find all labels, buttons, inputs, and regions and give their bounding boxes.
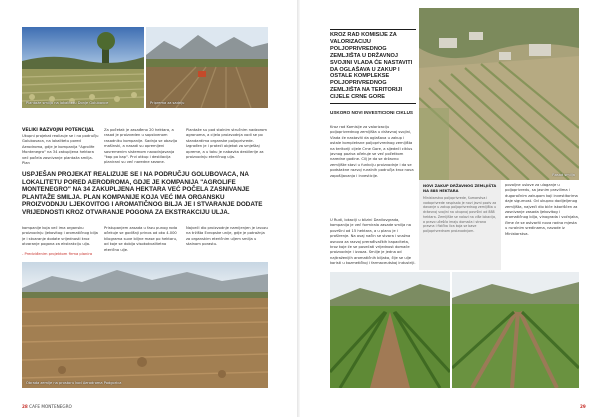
quote-rule-top [330, 29, 416, 30]
smilje-plantation-image [22, 27, 144, 108]
text-column-6: Najveći dio proizvodnje namijenjen je izvozu na tržišta Evropske unije, gdje je potražnja za organskim eteričnim uljem smilja u stalnom porastu. [186, 226, 268, 247]
text-column-4: kompanije koja već ima organsku proizvodnju ljekovitog i aromatičnog bilja je i stvaranje dodate vrijednosti kroz otvaranje pogona za ekstrakciju ulja. [22, 226, 98, 247]
subheading-investment: USKORO NOVI INVESTICIONI CIKLUS [330, 110, 413, 115]
photo-soil-preparation [22, 262, 268, 388]
aerial-plantation-image [419, 8, 579, 180]
photo-aerial-plantation [419, 8, 579, 180]
page-number-value: 29 [580, 404, 586, 409]
info-box-title: NOVI ZAKUP DRŽAVNOG ZEMLJIŠTA NA 888 HEKTARA [423, 184, 497, 193]
text-column-1: Ukupni projekat realizuje se i na području Golubovaca, na lokalitetu pored Aerodroma, gdje je kompanija "Agrolife Montenegro" na 34 zakupljena hektara već počela zasnivanje plantaža smilja. Plan [22, 134, 99, 166]
text-column-main-2: U Rudi, lokaciji u blizini Danilovgrada, kompanija je već formirala zasade smilja na površini od 15 hektara, a u planu je i proširenje. Na ovaj način se stvara i snažna osnova za razvoj prerađivačkih kapaciteta, kroz koje će se povećati vrijednost domaće proizvodnje i izvoza. Smilje je jedna od najtraženijih aromatičnih biljaka, čije se ulje koristi u kozmetičkoj i farmaceutskoj industriji. [330, 218, 416, 266]
planting-preparation-image [146, 27, 268, 108]
text-column-3: Plantaže su pod stalnim stručnim nadzorom agronoma, a cijela proizvodnja vodi se po standardima organske poljoprivrede. Izgrađen je i prateći objekat za smještaj opreme, a u toku je nabavka destilerije za proizvodnju eteričnog ulja. [186, 128, 268, 160]
text-column-2: Za početak je zasađeno 20 hektara, a rasad je proizveden u sopstvenom rasadniku kompanije. Sadnja se obavlja mašinski, a nasadi su opremljeni savremenim sistemom navodnjavanja "kap po kap". Prvi otkup i destilacija planirani su već naredne sezone. [104, 128, 178, 165]
photo-vineyard-left [330, 272, 450, 388]
photo-caption: Plantaže smilja na lokalitetu Donje Golubovce [26, 100, 109, 105]
page-number-value: 28 [22, 404, 28, 409]
photo-planting-preparation [146, 27, 268, 108]
vineyard-left-image [330, 272, 450, 388]
red-note: - Predviđenim projektom firma planira [22, 252, 93, 256]
photo-vineyard-right [452, 272, 579, 388]
lead-paragraph: USPJEŠAN PROJEKAT REALIZUJE SE I NA PODRUČJU GOLUBOVACA, NA LOKALITETU PORED AERODROMA, GDJE JE KOMPANIJA "AGROLIFE MONTENEGRO" NA 34 ZAKUPLJENA HEKTARA VEĆ POČELA ZASNIVANJE PLANTAŽE SMILJA. PLAN KOMPANIJE KOJA VEĆ IMA ORGANSKU PROIZVODNJU LJEKOVITOG I AROMATIČNOG BILJA JE I STVARANJE DODATE VRIJEDNOSTI KROZ OTVARANJE POGONA ZA EKSTRAKCIJU ULJA. [22, 171, 263, 216]
quote-rule-bottom [330, 103, 416, 104]
page-number [22, 404, 72, 409]
info-box-text: Ministarstvo poljoprivrede, šumarstva i vodoprivrede raspisalo je novi javni poziv za davanje u zakup poljoprivrednog zemljišta u državnoj svojini na ukupnoj površini od 888 hektara. Zemljište se nalazi na više lokacija, a pravo učešća imaju domaća i strana pravna i fizička lica koja se bave poljoprivrednom proizvodnjom. [423, 196, 497, 233]
page-number [580, 404, 586, 409]
subheading-development: VELIKI RAZVOJNI POTENCIJAL [22, 128, 95, 133]
photo-smilje-plantation [22, 27, 144, 108]
soil-preparation-image [22, 262, 268, 388]
photo-caption: Priprema za sadnju [150, 100, 185, 105]
vineyard-right-image [452, 272, 579, 388]
text-column-5: Pristupanjem zasada u fazu punog roda očekuje se godišnji prinos od oko 4.000 kilograma suve biljne mase po hektaru, od koje se dobija visokokvalitetno eterično ulje. [104, 226, 178, 252]
photo-caption: Rasad smilja [552, 172, 575, 177]
pull-quote: KROZ RAD KOMISIJE ZA VALORIZACIJU POLJOPRIVREDNOG ZEMLJIŠTA U DRŽAVNOJ SVOJINI VLADA ĆE NASTAVITI DA OGLAŠAVA U ZAKUP I OSTALE KOMPLEKSE POLJOPRIVREDNOG ZEMLJIŠTA NA TERITORIJI CIJELE CRNE GORE [330, 32, 413, 101]
right-page [300, 0, 600, 417]
text-column-main: Kroz rad Komisije za valorizaciju poljoprivrednog zemljišta u državnoj svojini, Vlada će nastaviti da oglašava u zakup i ostale kompleksne poljoprivrednog zemljišta na teritoriji cijele Crne Gore, a sljedeći ciklus javnog poziva očekuje se već početkom naredne godine. Cilj je da se državno zemljište stavi u funkciju proizvodnje i da se podstakne razvoj ruralnih područja kroz nova zapošljavanja i investicije. [330, 125, 414, 178]
photo-caption: Obrada zemlje na prostoru kod Aerodroma Podgorica [26, 380, 122, 385]
magazine-name: CAFE MONTENEGRO [29, 404, 72, 409]
info-box [419, 180, 501, 270]
text-column-side: povoljne uslove za ulaganje u poljoprivredu, sa jasnim pravilima i dugoročnim zakupom koji investitorima daje sigurnost. Od ukupno dodijeljenog zemljišta, najveći dio biće iskorišćen za zasnivanje zasada ljekovitog i aromatičnog bilja, vinograda i voćnjaka, čime će se ostvariti nova radna mjesta u ruralnim sredinama, navode iz Ministarstva. [505, 183, 579, 236]
